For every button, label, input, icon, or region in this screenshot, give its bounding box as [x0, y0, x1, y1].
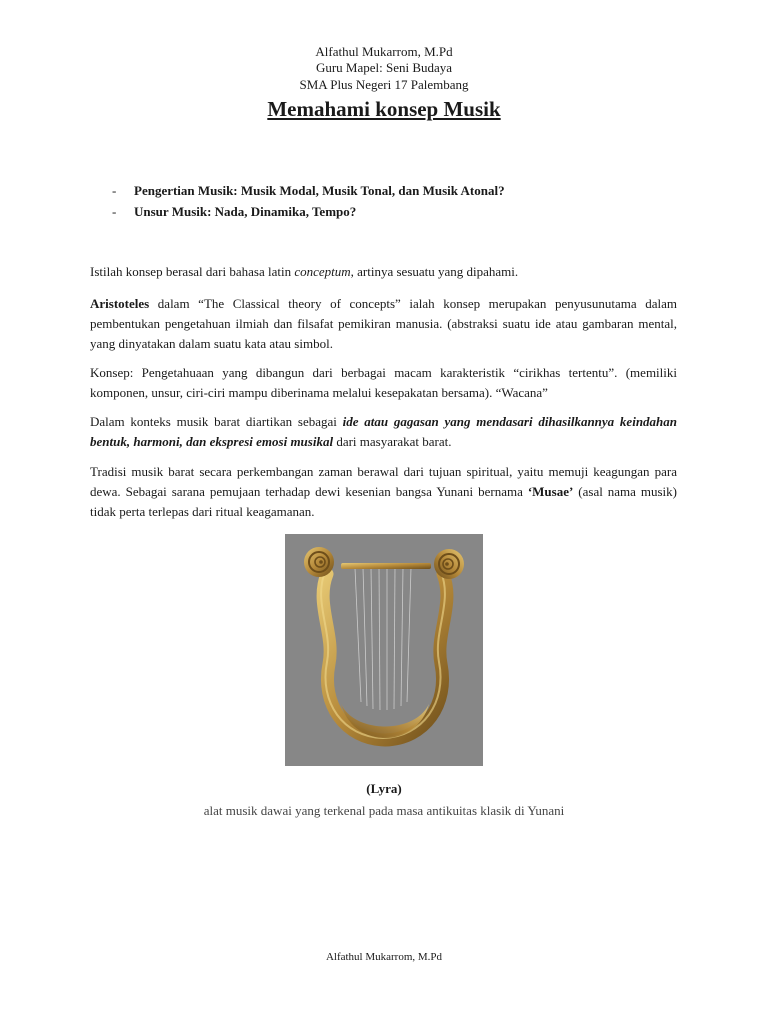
- paragraph-text: , artinya sesuatu yang dipahami.: [350, 264, 519, 279]
- lyre-crossbar: [341, 563, 431, 569]
- list-item-text: Unsur Musik: Nada, Dinamika, Tempo?: [134, 204, 357, 219]
- page-title: Memahami konsep Musik: [267, 97, 501, 121]
- lyre-strings: [355, 568, 411, 710]
- paragraph-text: dari masyarakat barat.: [333, 434, 452, 449]
- list-item: [112, 180, 672, 201]
- topic-list: [112, 180, 672, 222]
- paragraph-musik-barat: [90, 412, 677, 452]
- header-role: Guru Mapel: Seni Budaya: [315, 60, 453, 75]
- header-author: Alfathul Mukarrom, M.Pd: [315, 44, 453, 59]
- paragraph-text: Tradisi musik barat secara perkembangan zaman berawal dari tujuan spiritual, yaitu memuji keagungan para dewa. Sebagai sarana pemujaan terhadap dewi kesenian bangsa Yunani bernama: [90, 464, 677, 499]
- paragraph-text: (asal nama musik) tidak perta terlepas dari ritual keagamanan.: [90, 484, 677, 519]
- bullet-dash: -: [112, 183, 117, 198]
- paragraph-text: dalam “The Classical theory of concepts” ialah konsep merupakan penyusunutama dalam pembentukan pengetahuan ilmiah dan filsafat pemikiran manusia. (abstraksi suatu ide atau gambaran mental, yang dinyatakan dalam suatu kata atau simbol.: [90, 296, 677, 351]
- emphasis-phrase: ide atau gagasan yang mendasari dihasilkannya keindahan bentuk, harmoni, dan ekspresi emosi musikal: [90, 414, 678, 449]
- lyre-left-scroll: [304, 547, 334, 577]
- lyre-image: [285, 534, 483, 766]
- bullet-dash: -: [112, 204, 117, 219]
- lyre-right-scroll: [434, 549, 464, 579]
- paragraph-konsep-definition: [90, 363, 677, 403]
- paragraph-text: Konsep: Pengetahuaan yang dibangun dari berbagai macam karakteristik “cirikhas tertentu”. (memiliki komponen, unsur, ciri-ciri mampu diberinama melalui kesepakatan bersama). “Wacana”: [90, 365, 677, 400]
- paragraph-konsep-origin: [90, 262, 677, 282]
- paragraph-aristoteles: [90, 294, 677, 354]
- lyre-illustration: [285, 534, 483, 766]
- list-item: [112, 201, 672, 222]
- paragraph-tradisi: [90, 462, 677, 522]
- term-musae: ‘Musae’: [527, 484, 574, 499]
- page-footer: Alfathul Mukarrom, M.Pd: [325, 951, 443, 963]
- header-school: SMA Plus Negeri 17 Palembang: [299, 77, 469, 92]
- list-item-text: Pengertian Musik: Musik Modal, Musik Tonal, dan Musik Atonal?: [134, 183, 505, 198]
- figure-caption-description: alat musik dawai yang terkenal pada masa antikuitas klasik di Yunani: [203, 803, 565, 818]
- name-aristoteles: Aristoteles: [90, 296, 150, 311]
- latin-term: conceptum: [294, 264, 351, 279]
- figure-caption-title: (Lyra): [366, 781, 402, 796]
- paragraph-text: Dalam konteks musik barat diartikan sebagai: [90, 414, 343, 429]
- paragraph-text: Istilah konsep berasal dari bahasa latin: [90, 264, 295, 279]
